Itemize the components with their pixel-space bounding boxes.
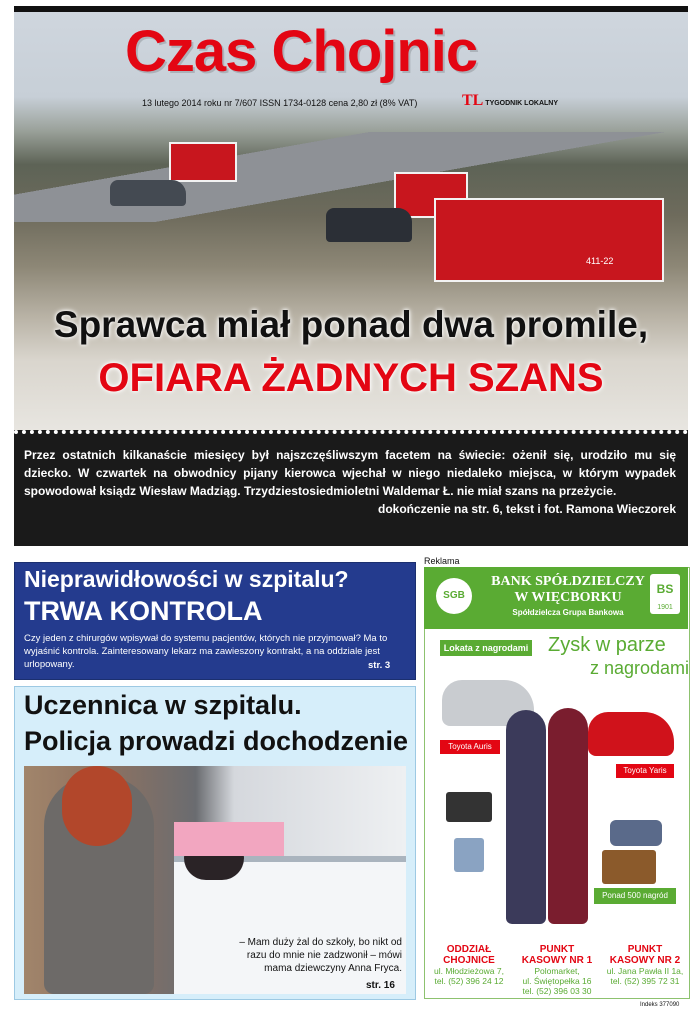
advert-label: Reklama xyxy=(424,556,460,566)
laptop-icon xyxy=(446,792,492,822)
car-auris-label: Toyota Auris xyxy=(440,740,500,754)
office-address: ul. Młodzieżowa 7, xyxy=(434,966,504,976)
office-name-line: ODDZIAŁ xyxy=(446,944,492,955)
gift-icon xyxy=(602,850,656,884)
dishes-icon xyxy=(610,820,662,846)
headline-1: Sprawca miał ponad dwa promile, xyxy=(53,304,649,345)
woman-left-figure xyxy=(506,710,546,924)
bank-name-1: BANK SPÓŁDZIELCZY xyxy=(491,574,645,589)
lead-text xyxy=(24,446,676,518)
office-address: ul. Jana Pawła II 1a, xyxy=(606,966,684,976)
masthead-title: Czas Chojnic xyxy=(125,19,478,84)
index-number: Indeks 377090 xyxy=(640,1002,680,1008)
crashed-car xyxy=(110,180,186,206)
article-hospital-subtitle[interactable]: TRWA KONTROLA xyxy=(24,596,263,626)
fire-truck-far xyxy=(169,142,237,182)
office-address: ul. Świętopełka 16 xyxy=(522,976,592,986)
article-student-title[interactable]: Uczennica w szpitalu. xyxy=(24,690,302,720)
prizes-badge: Ponad 500 nagród xyxy=(594,888,676,904)
article-hospital-page-ref: str. 3 xyxy=(368,660,391,671)
mother-hair xyxy=(62,766,132,846)
car-yaris-icon xyxy=(588,712,674,756)
bank-name-2: W WIĘCBORKU xyxy=(514,590,622,605)
office-name-line: KASOWY NR 2 xyxy=(609,955,681,966)
issue-info: 13 lutego 2014 roku nr 7/607 ISSN 1734-0128 cena 2,80 zł (8% VAT) xyxy=(142,98,418,108)
office-phone: tel. (52) 396 24 12 xyxy=(434,976,504,986)
woman-right-figure xyxy=(548,708,588,924)
office-phone: tel. (52) 395 72 31 xyxy=(610,976,680,986)
office-name-line: PUNKT xyxy=(627,944,663,955)
bs-logo-icon: BS xyxy=(650,574,680,614)
office-chojnice xyxy=(426,944,512,986)
sgb-logo-icon: SGB xyxy=(436,578,472,614)
article-student-page-ref: str. 16 xyxy=(366,980,395,991)
tl-label: TYGODNIK LOKALNY xyxy=(485,100,559,107)
office-phone: tel. (52) 396 03 30 xyxy=(522,986,592,996)
slogan-2: z nagrodami xyxy=(590,658,690,678)
office-address: Polomarket, xyxy=(534,966,580,976)
headline-2: OFIARA ŻADNYCH SZANS xyxy=(98,356,604,400)
slogan-1: Zysk w parze xyxy=(548,634,666,656)
article-hospital-body: Czy jeden z chirurgów wpisywał do systemu pacjentów, których nie przyjmował? Ma to wyjaśnić kontrola. Zainteresowany lekarz ma zawieszony kontrakt, a na oddziale jest urlopowany. xyxy=(24,633,388,670)
photo-caption: – Mam duży żal do szkoły, bo nikt od razu do mnie nie zadzwonił – mówi mama dziewczyny Anna Fryca. xyxy=(239,937,402,974)
article-student-subtitle[interactable]: Policja prowadzi dochodzenie xyxy=(24,726,409,756)
bs-year: 1901 xyxy=(657,604,673,611)
lokata-badge: Lokata z nagrodami xyxy=(440,640,532,656)
office-punkt-1 xyxy=(514,944,600,996)
tl-badge xyxy=(462,92,558,110)
office-name-line: PUNKT xyxy=(539,944,575,955)
office-punkt-2 xyxy=(602,944,688,986)
fire-truck-front xyxy=(434,198,664,282)
bank-group: Spółdzielcza Grupa Bankowa xyxy=(512,608,624,617)
office-name-line: KASOWY NR 1 xyxy=(521,955,593,966)
car-yaris-label: Toyota Yaris xyxy=(616,764,674,778)
lead-body: Przez ostatnich kilkanaście miesięcy był najszczęśliwszym facetem na świecie: ożenił się, urodziło mu się dziecko. W czwartek na obwodnicy pijany kierowca wjechał w niego niedaleko miejsca, w którym wypadek spowodował ksiądz Wiesław Madziąg. Trzydziestosiedmioletni Waldemar Ł. nie miał szans na przeżycie. xyxy=(24,448,676,498)
article-hospital-title[interactable]: Nieprawidłowości w szpitalu? xyxy=(24,566,349,592)
lead-credit: dokończenie na str. 6, tekst i fot. Ramona Wieczorek xyxy=(378,502,676,516)
tablet-icon xyxy=(454,838,484,872)
pink-pillow xyxy=(174,822,284,856)
office-name-line: CHOJNICE xyxy=(443,955,495,966)
dark-car xyxy=(326,208,412,242)
tl-logo: TL xyxy=(462,92,484,109)
truck-plate: 411-22 xyxy=(586,256,614,266)
